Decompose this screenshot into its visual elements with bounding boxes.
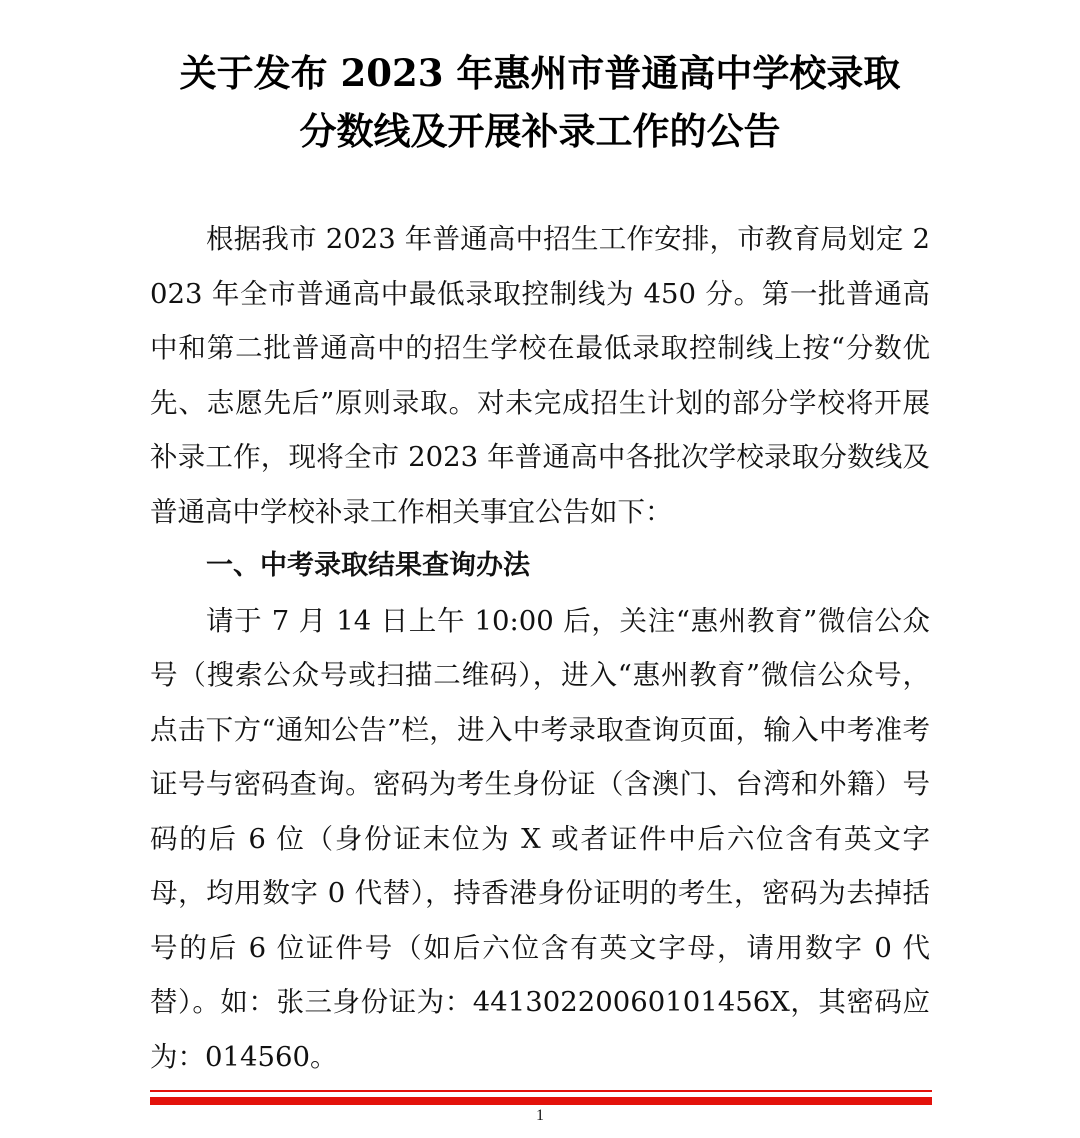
document-title [0, 44, 1080, 160]
title-line-2: 分数线及开展补录工作的公告 [299, 109, 781, 153]
footer-rule-thin [150, 1090, 932, 1092]
document-body [150, 212, 930, 1084]
title-line-1: 关于发布 2023 年惠州市普通高中学校录取 [179, 51, 901, 95]
page-number: 1 [536, 1107, 544, 1124]
footer-rule-thick [150, 1097, 932, 1105]
section-1-heading: 一、中考录取结果查询办法 [206, 550, 530, 581]
intro-paragraph: 根据我市 2023 年普通高中招生工作安排，市教育局划定 2023 年全市普通高中最低录取控制线为 450 分。第一批普通高中和第二批普通高中的招生学校在最低录取控制线上按“分数优先、志愿先后”原则录取。对未完成招生计划的部分学校将开展补录工作，现将全市 2023 年普通高中各批次学校录取分数线及普通高中学校补录工作相关事宜公告如下： [150, 223, 930, 528]
section-1-paragraph: 请于 7 月 14 日上午 10:00 后，关注“惠州教育”微信公众号（搜索公众号或扫描二维码），进入“惠州教育”微信公众号，点击下方“通知公告”栏，进入中考录取查询页面，输入中考准考证号与密码查询。密码为考生身份证（含澳门、台湾和外籍）号码的后 6 位（身份证末位为 X 或者证件中后六位含有英文字母，均用数字 0 代替），持香港身份证明的考生，密码为去掉括号的后 6 位证件号（如后六位含有英文字母，请用数字 0 代替）。如：张三身份证为：4413022006010145​6X，其密码应为：014560。 [150, 604, 930, 1073]
